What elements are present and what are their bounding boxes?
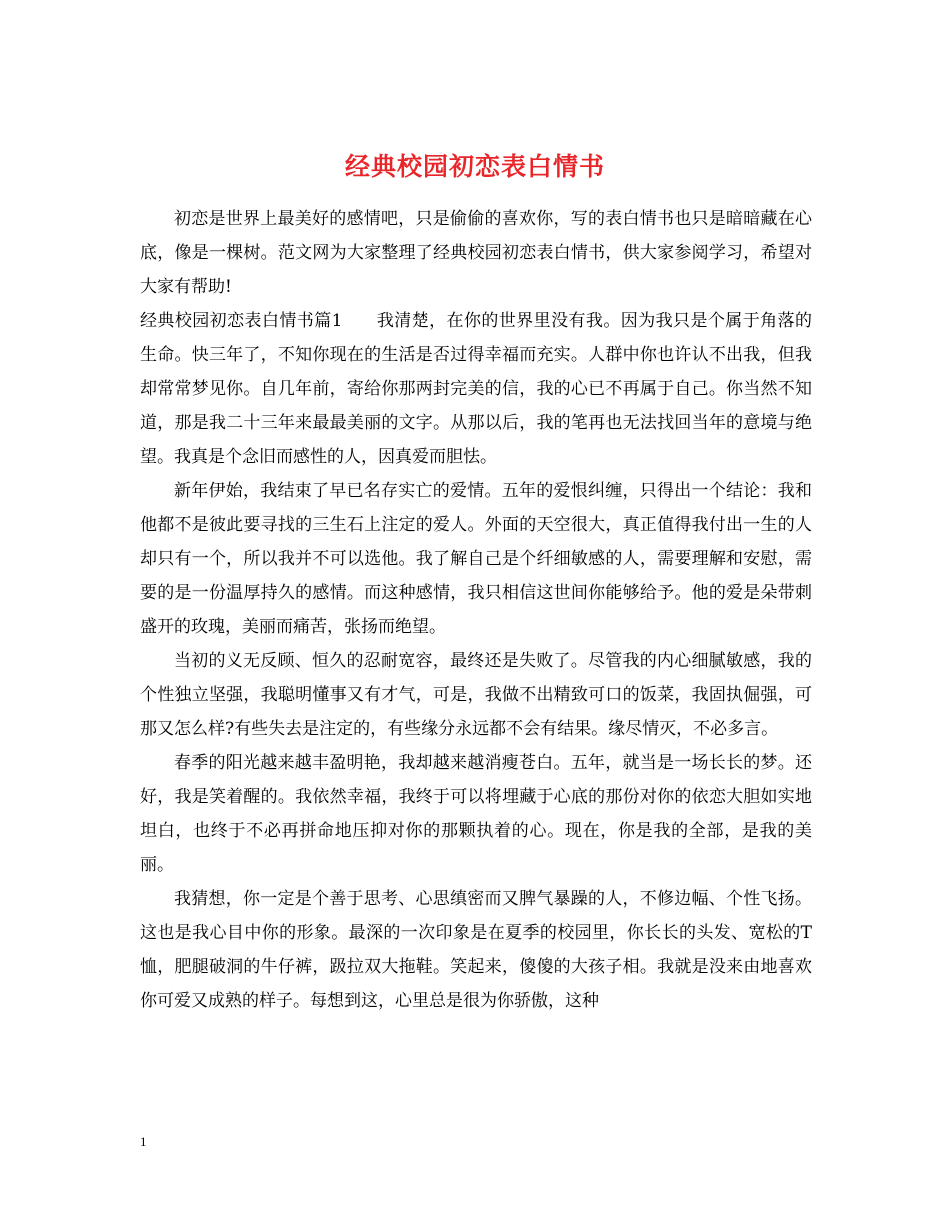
- section-heading: 经典校园初恋表白情书篇1: [140, 311, 343, 331]
- section-first-paragraph: [140, 304, 812, 474]
- document-title: 经典校园初恋表白情书: [344, 151, 605, 181]
- page-number: 1: [140, 1134, 147, 1149]
- paragraph-2: 新年伊始，我结束了早已名存实亡的爱情。五年的爱恨纠缠，只得出一个结论：我和他都不是彼此要寻找的三生石上注定的爱人。外面的天空很大，真正值得我付出一生的人却只有一个，所以我并不可以选他。我了解自己是个纤细敏感的人，需要理解和安慰，需要的是一份温厚持久的感情。而这种感情，我只相信这世间你能够给予。他的爱是朵带刺盛开的玫瑰，美丽而痛苦，张扬而绝望。: [140, 481, 812, 637]
- paragraph-1-text: 我清楚，在你的世界里没有我。因为我只是个属于角落的生命。快三年了，不知你现在的生活是否过得幸福而充实。人群中你也许认不出我，但我却常常梦见你。自几年前，寄给你那两封完美的信，我的心已不再属于自己。你当然不知道，那是我二十三年来最最美丽的文字。从那以后，我的笔再也无法找回当年的意境与绝望。我真是个念旧而感性的人，因真爱而胆怯。: [140, 311, 812, 467]
- intro-paragraph: 初恋是世界上最美好的感情吧，只是偷偷的喜欢你，写的表白情书也只是暗暗藏在心底，像是一棵树。范文网为大家整理了经典校园初恋表白情书，供大家参阅学习，希望对大家有帮助!: [140, 209, 812, 297]
- paragraph-4: 春季的阳光越来越丰盈明艳，我却越来越消瘦苍白。五年，就当是一场长长的梦。还好，我是笑着醒的。我依然幸福，我终于可以将埋藏于心底的那份对你的依恋大胆如实地坦白，也终于不必再拼命地压抑对你的那颗执着的心。现在，你是我的全部，是我的美丽。: [140, 753, 812, 875]
- paragraph-5: 我猜想，你一定是个善于思考、心思缜密而又脾气暴躁的人，不修边幅、个性飞扬。这也是我心目中你的形象。最深的一次印象是在夏季的校园里，你长长的头发、宽松的T恤，肥腿破洞的牛仔裤，趿拉双大拖鞋。笑起来，傻傻的大孩子相。我就是没来由地喜欢你可爱又成熟的样子。每想到这，心里总是很为你骄傲，这种: [140, 889, 812, 1011]
- paragraph-3: 当初的义无反顾、恒久的忍耐宽容，最终还是失败了。尽管我的内心细腻敏感，我的个性独立坚强，我聪明懂事又有才气，可是，我做不出精致可口的饭菜，我固执倔强，可那又怎么样?有些失去是注定的，有些缘分永远都不会有结果。缘尽情灭，不必多言。: [140, 651, 812, 739]
- document-body: [140, 202, 812, 1018]
